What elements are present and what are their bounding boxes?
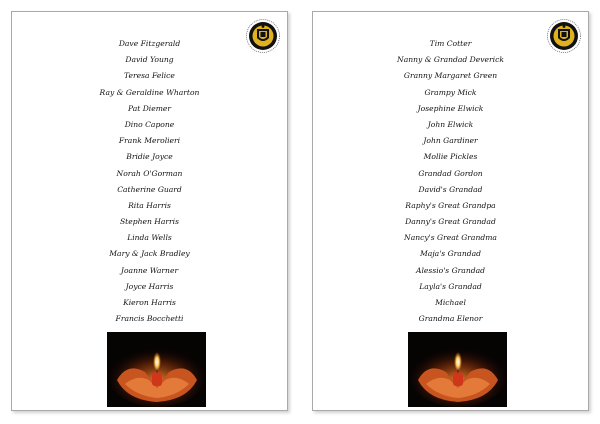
memorial-name: Norah O'Gorman — [116, 168, 183, 178]
memorial-page-right — [312, 11, 589, 411]
memorial-name: David Young — [125, 55, 174, 65]
memorial-name: Frank Merolieri — [118, 136, 181, 146]
memorial-name: Alessio's Grandad — [416, 265, 485, 275]
memorial-name: Pat Diemer — [127, 103, 172, 113]
memorial-name: Linda Wells — [127, 233, 172, 243]
names-list-left — [12, 36, 287, 327]
memorial-name: Bridie Joyce — [126, 152, 173, 162]
memorial-name: Teresa Felice — [124, 71, 175, 81]
memorial-name: Josephine Elwick — [417, 103, 484, 113]
memorial-name: Raphy's Great Grandpa — [405, 200, 496, 210]
memorial-name: Nanny & Grandad Deverick — [397, 55, 504, 65]
memorial-name: Grampy Mick — [424, 87, 477, 97]
memorial-page-left — [11, 11, 288, 411]
memorial-name: Mollie Pickles — [423, 152, 478, 162]
memorial-name: David's Grandad — [418, 184, 483, 194]
memorial-name: Danny's Great Grandad — [405, 217, 496, 227]
memorial-name: Maja's Grandad — [420, 249, 481, 259]
memorial-name: Tim Cotter — [429, 39, 472, 48]
memorial-name: Layla's Grandad — [419, 281, 482, 291]
memorial-name: Granny Margaret Green — [403, 71, 498, 81]
memorial-name: Dave Fitzgerald — [118, 39, 181, 48]
names-list-right — [313, 36, 588, 327]
memorial-name: John Elwick — [427, 119, 474, 129]
memorial-name: Grandad Gordon — [418, 168, 483, 178]
memorial-name: Mary & Jack Bradley — [109, 249, 190, 259]
memorial-name: Catherine Guard — [117, 184, 182, 194]
memorial-name: Kieron Harris — [123, 298, 176, 307]
memorial-name: Nancy's Great Grandma — [404, 233, 497, 243]
memorial-name: Joyce Harris — [125, 281, 174, 291]
memorial-name: Rita Harris — [128, 200, 171, 210]
memorial-name: John Gardiner — [423, 136, 478, 146]
memorial-name: Dino Capone — [124, 119, 175, 129]
memorial-name: Joanne Warner — [120, 265, 179, 275]
memorial-name: Francis Bocchetti — [115, 314, 184, 324]
memorial-name: Grandma Elenor — [418, 314, 483, 324]
candle-in-hands-image — [408, 332, 507, 407]
candle-in-hands-image — [107, 332, 206, 407]
memorial-name: Stephen Harris — [119, 217, 180, 227]
memorial-name: Ray & Geraldine Wharton — [99, 87, 200, 97]
memorial-name: Michael — [435, 298, 466, 307]
